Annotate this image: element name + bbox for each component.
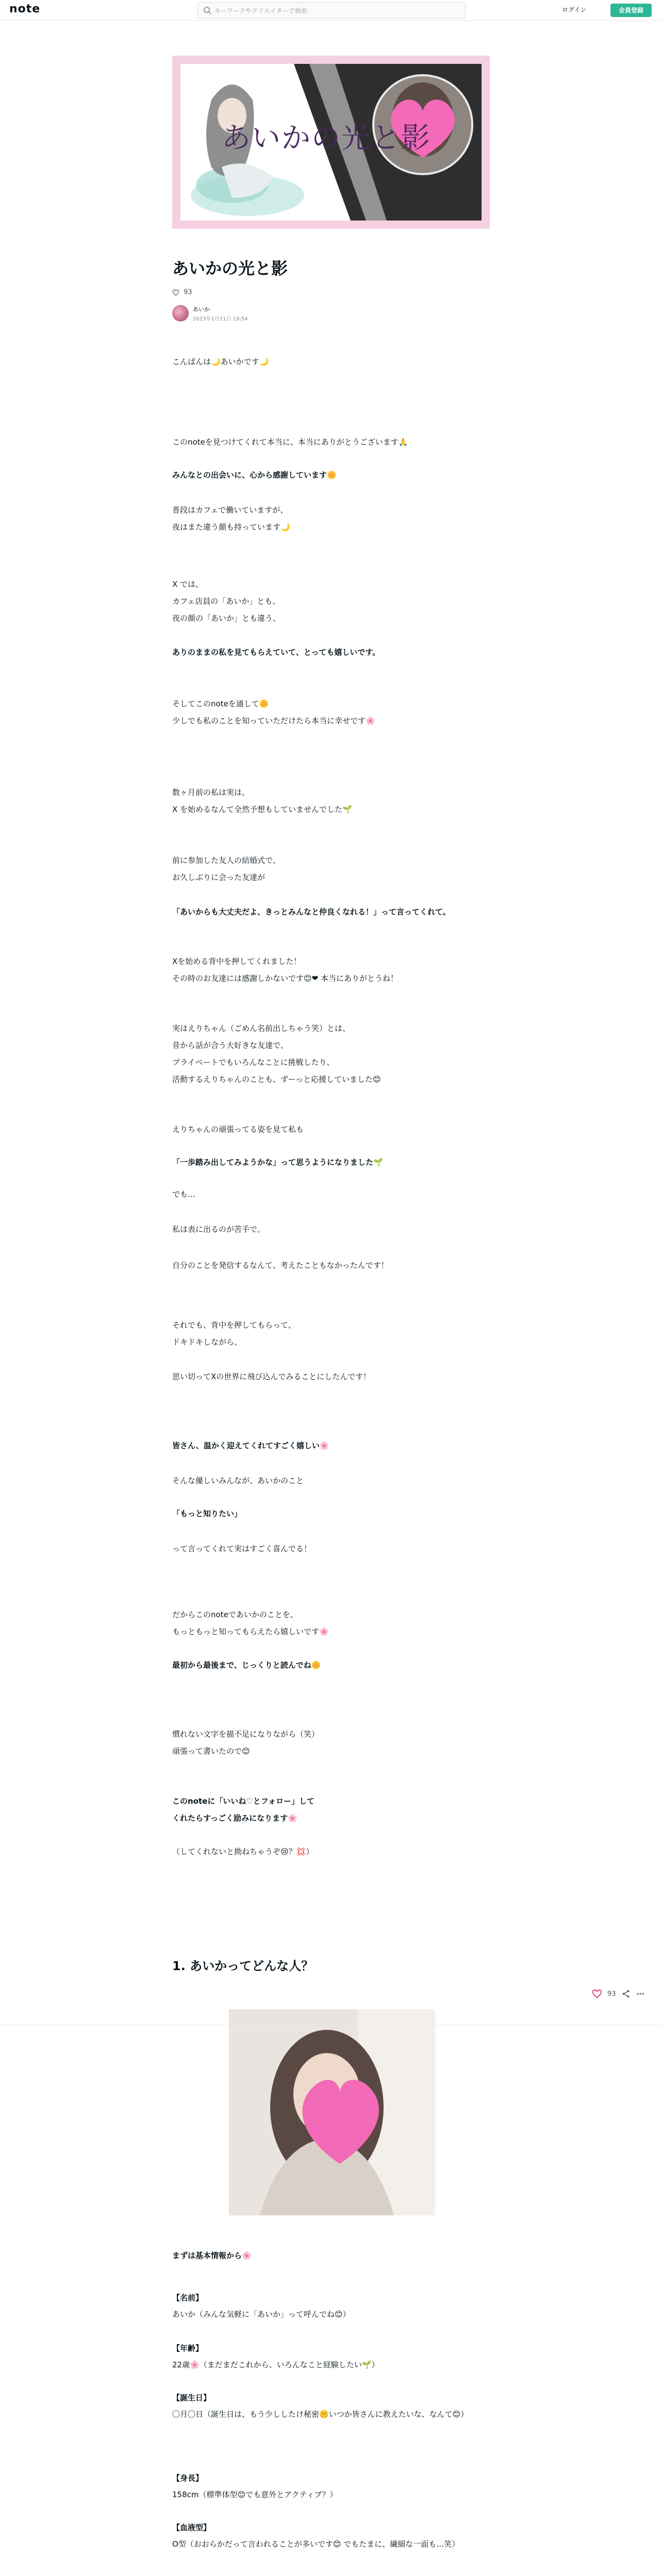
profile-label: 【血液型】 [172, 2523, 211, 2532]
portrait-illustration [229, 2009, 435, 2215]
paragraph: 慣れない文字を描不足になりながら（笑） 頑張って書いたので😊 [172, 1730, 320, 1756]
header-image-title: あいかの光と影 [222, 122, 431, 155]
paragraph-bold: ありのままの私を見てもらえていて、とっても嬉しいです。 [172, 648, 380, 657]
paragraph-bold: このnoteに「いいね♡とフォロー」して くれたらすっごく励みになります🌸 [172, 1797, 315, 1823]
paragraph: そんな優しいみんなが、あいかのこと [172, 1476, 304, 1485]
search-icon [203, 6, 211, 14]
profile-value: 〇月〇日（誕生日は、もう少ししたけ秘密🤫いつか皆さんに教えたいな、なんて😊） [172, 2410, 469, 2419]
paragraph: 自分のことを発信するなんて、考えたこともなかったんです！ [172, 1261, 389, 1270]
author-meta [193, 305, 248, 322]
paragraph: 数ヶ月前の私は実は、 X を始めるなんて全然予想もしていませんでした🌱 [172, 788, 352, 814]
heart-outline-icon[interactable] [172, 289, 179, 296]
paragraph-bold: みんなとの出会いに、心から感謝しています🌼 [172, 470, 337, 480]
profile-label: 【名前】 [172, 2293, 204, 2302]
paragraph: 私は表に出るのが苦手で。 [172, 1225, 265, 1234]
author-block[interactable] [172, 303, 248, 324]
paragraph: って言ってくれて実はすごく喜んでる！ [172, 1544, 312, 1553]
signup-button[interactable]: 会員登録 [610, 4, 652, 17]
paragraph: このnoteを見つけてくれて本当に、本当にありがとうございます🙏 [172, 437, 408, 447]
top-header [0, 0, 662, 21]
avatar[interactable] [172, 305, 189, 321]
note-logo[interactable]: note [9, 3, 41, 15]
profile-value: あいか（みんな気軽に「あいか」って呼んでね😊） [172, 2310, 351, 2319]
paragraph: だからこのnoteであいかのことを、 もっともっと知ってもらえたら嬉しいです🌸 [172, 1610, 329, 1636]
paragraph-bold: 「一歩踏み出してみようかな」って思うようになりました🌱 [172, 1158, 383, 1167]
article-title: あいかの光と影 [172, 259, 288, 278]
portrait-photo [229, 2009, 435, 2215]
reaction-count: 93 [607, 1990, 616, 1998]
paragraph: （してくれないと拗ねちゃうぞ😢？💢） [172, 1847, 314, 1856]
header-image-inner [180, 64, 482, 221]
section-heading: 1. あいかってどんな人？ [172, 1959, 314, 1973]
paragraph: でも… [172, 1190, 196, 1199]
paragraph: X では、 カフェ店員の「あいか」とも、 夜の顔の「あいか」とも違う、 [172, 580, 281, 623]
paragraph: それでも、背中を押してもらって、 ドキドキしながら、 [172, 1320, 296, 1347]
login-link[interactable]: ログイン [562, 6, 587, 13]
more-options-icon[interactable] [636, 1989, 645, 1998]
paragraph-bold: 「あいからも大丈夫だよ、きっとみんなと仲良くなれる！」って言ってくれて。 [172, 907, 451, 917]
like-count: 93 [184, 289, 192, 296]
paragraph: 実はえりちゃん（ごめん名前出しちゃう笑）とは、 昔から話が合う大好きな友達で、 プライベートでもいろんなことに挑戦したり、 活動するえりちゃんのことも、ずーっと応援していました😊 [172, 1024, 381, 1084]
paragraph-bold: 皆さん、温かく迎えてくれてすごく嬉しい🌸 [172, 1441, 329, 1450]
publish-date: 2023年1月11日 19:54 [193, 316, 248, 322]
paragraph-bold: 「もっと知りたい」 [172, 1509, 242, 1518]
profile-value: 158cm（標準体型😊でも意外とアクティブ？） [172, 2490, 338, 2499]
paragraph: 思い切ってXの世界に飛び込んでみることにしたんです！ [172, 1372, 371, 1381]
share-icon[interactable] [621, 1989, 631, 1998]
paragraph: こんばんは🌙あいかです🌙 [172, 357, 269, 366]
header-image [172, 56, 490, 229]
heart-icon[interactable] [592, 1989, 602, 1999]
paragraph: そしてこのnoteを通して🌼 少しでも私のことを知っていただけたら本当に幸せです🌸 [172, 699, 375, 725]
like-summary [172, 289, 192, 296]
author-name[interactable]: あいか [193, 306, 210, 313]
profile-label: 【年齢】 [172, 2344, 204, 2353]
reaction-bar [592, 1989, 645, 1999]
paragraph-bold: 最初から最後まで、じっくりと読んでね🌼 [172, 1660, 321, 1670]
paragraph: えりちゃんの頑張ってる姿を見て私も [172, 1125, 304, 1134]
paragraph: Xを始める背中を押してくれました！ その時のお友達には感謝しかないです😊❤ 本当にありがとうね！ [172, 957, 398, 983]
profile-label: 【誕生日】 [172, 2393, 211, 2402]
profile-value: 22歳🌸（まだまだこれから、いろんなこと経験したい🌱） [172, 2360, 379, 2369]
section-intro: まずは基本情報から🌸 [172, 2251, 252, 2260]
profile-label: 【身長】 [172, 2473, 204, 2483]
search-box[interactable] [197, 2, 466, 19]
paragraph: 普段はカフェで働いていますが、 夜はまた違う顔も持っています🌙 [172, 505, 290, 532]
search-input[interactable] [214, 5, 457, 17]
profile-value: O型（おおらかだって言われることが多いです😊 でもたまに、繊細な一面も…笑） [172, 2539, 460, 2549]
paragraph: 前に参加した友人の結婚式で、 お久しぶりに会った友達が [172, 856, 280, 882]
